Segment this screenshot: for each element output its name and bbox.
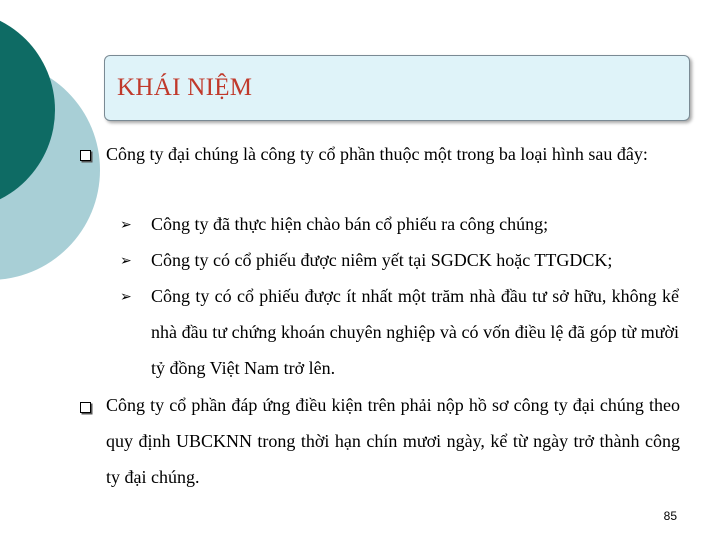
item-2-text: Công ty cổ phần đáp ứng điều kiện trên phải nộp hồ sơ công ty đại chúng theo quy định UBCKNN trong thời hạn chín mươi ngày, kể từ ngày trở thành công ty đại chúng. [106,395,680,487]
title-box [104,55,690,121]
square-bullet-icon [80,150,91,161]
sub-item-2-text: Công ty có cổ phiếu được niêm yết tại SGDCK hoặc TTGDCK; [151,250,613,270]
sub-item-1-text: Công ty đã thực hiện chào bán cổ phiếu ra công chúng; [151,214,549,234]
slide-title: KHÁI NIỆM [117,74,253,101]
page-number: 85 [663,509,677,523]
item-1-text: Công ty đại chúng là công ty cổ phần thuộc một trong ba loại hình sau đây: [106,144,648,164]
arrow-bullet-icon: ➢ [120,290,132,305]
arrow-bullet-icon: ➢ [120,218,132,233]
sub-item-3-text: Công ty có cổ phiếu được ít nhất một trăm nhà đầu tư sở hữu, không kể nhà đầu tư chứng khoán chuyên nghiệp và có vốn điều lệ đã góp từ mười tỷ đồng Việt Nam trở lên. [151,286,679,378]
arrow-bullet-icon: ➢ [120,254,132,269]
decorative-circles [0,0,120,300]
square-bullet-icon [80,402,91,413]
